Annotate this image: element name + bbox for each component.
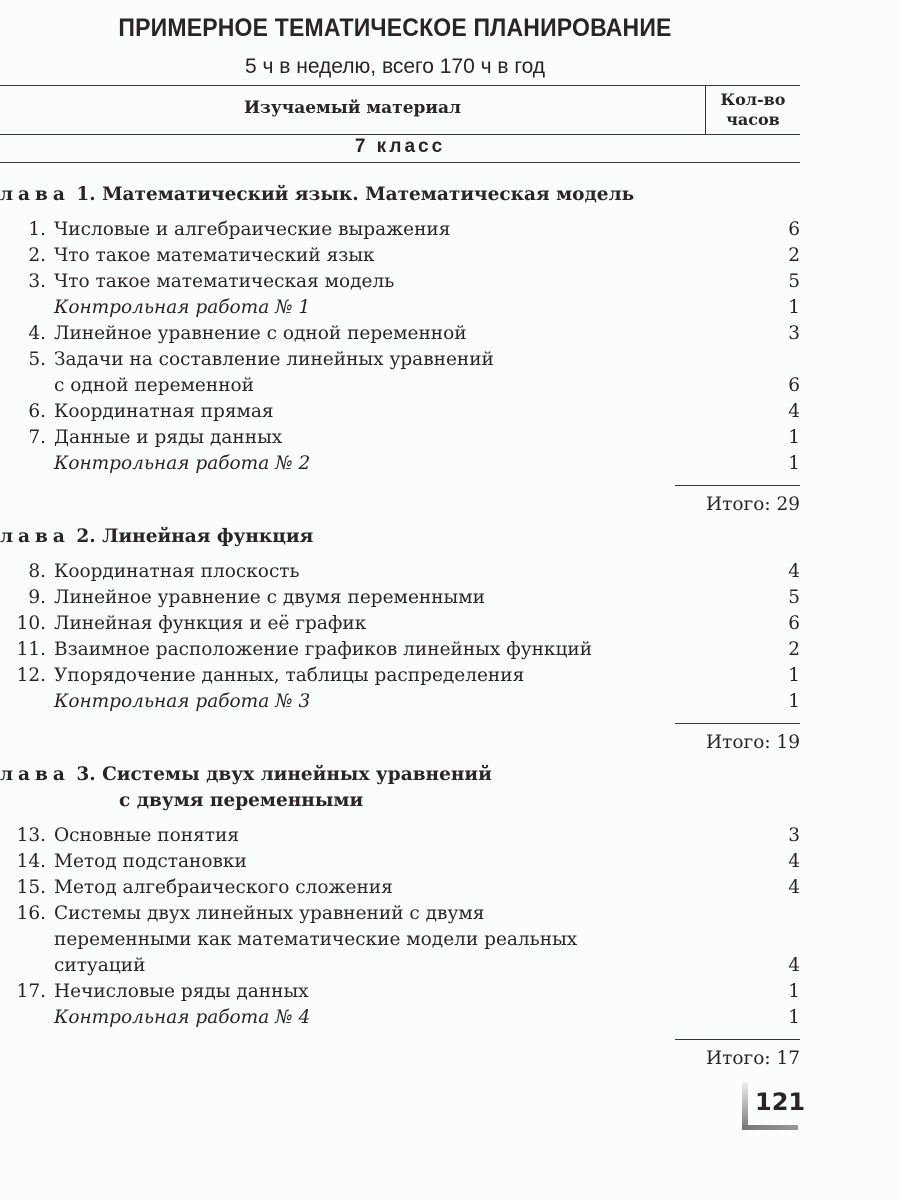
topic-row <box>0 269 800 295</box>
topic-number: 7. <box>28 427 46 448</box>
chapter-section <box>0 182 800 518</box>
topic-number: 13. <box>16 825 46 846</box>
chapter-heading <box>0 182 800 208</box>
chapter-title: 3. Системы двух линейных уравнений <box>76 764 492 785</box>
topic-hours: 1 <box>788 691 800 712</box>
table-top-rule <box>0 85 800 86</box>
chapter-total: Итого: 17 <box>675 1039 800 1072</box>
grade-bottom-rule <box>0 162 800 163</box>
topic-number <box>0 1005 54 1031</box>
page-title: ПРИМЕРНОЕ ТЕМАТИЧЕСКОЕ ПЛАНИРОВАНИЕ <box>118 14 672 42</box>
topic-hours: 5 <box>788 587 800 608</box>
topic-title: Метод алгебраического сложения <box>54 877 393 898</box>
topic-title: Что такое математическая модель <box>54 271 395 292</box>
topic-number: 5. <box>28 349 46 370</box>
chapter-label: лава <box>0 526 70 547</box>
topic-row <box>0 243 800 269</box>
topic-number: 2. <box>28 245 46 266</box>
topic-hours: 4 <box>788 561 800 582</box>
chapter-heading <box>0 762 800 814</box>
topic-row <box>0 637 800 663</box>
test-row <box>0 295 800 321</box>
topic-title: Контрольная работа № 3 <box>54 691 311 712</box>
column-header-material: Изучаемый материал <box>243 98 462 118</box>
topic-number: 15. <box>16 877 46 898</box>
chapter-section <box>0 524 800 756</box>
chapter-title: 1. Математический язык. Математическая модель <box>76 184 635 205</box>
page-corner-decoration <box>742 1082 748 1130</box>
chapter-total: Итого: 29 <box>675 485 800 518</box>
topic-title: Контрольная работа № 1 <box>54 297 311 318</box>
topic-title: Линейная функция и её график <box>54 613 367 634</box>
topic-hours: 4 <box>788 877 800 898</box>
topic-number: 17. <box>16 981 46 1002</box>
topic-row <box>0 321 800 347</box>
topic-row <box>0 823 800 849</box>
page-number: 121 <box>755 1088 806 1116</box>
topic-hours: 3 <box>788 323 800 344</box>
test-row <box>0 451 800 477</box>
topic-hours: 1 <box>788 427 800 448</box>
topic-hours: 2 <box>788 245 800 266</box>
topic-hours: 2 <box>788 639 800 660</box>
page-number-badge <box>742 1082 806 1130</box>
topic-row <box>0 217 800 243</box>
topic-title: Системы двух линейных уравнений с двумя переменными как математические модели реальных ситуаций <box>54 903 578 976</box>
topic-title: Координатная плоскость <box>54 561 300 582</box>
topic-number: 3. <box>28 271 46 292</box>
topic-title: Координатная прямая <box>54 401 274 422</box>
topic-row <box>0 559 800 585</box>
topic-number: 4. <box>28 323 46 344</box>
topic-hours: 6 <box>788 375 800 396</box>
topic-number <box>0 689 54 715</box>
test-row <box>0 689 800 715</box>
topic-number <box>0 295 54 321</box>
topic-number: 14. <box>16 851 46 872</box>
topic-hours: 4 <box>788 401 800 422</box>
topic-hours: 3 <box>788 825 800 846</box>
topic-hours: 1 <box>788 981 800 1002</box>
topic-number: 11. <box>16 639 46 660</box>
topic-title: Контрольная работа № 2 <box>54 453 311 474</box>
topic-title: Линейное уравнение с двумя переменными <box>54 587 486 608</box>
topic-number: 16. <box>16 903 46 924</box>
topic-number <box>0 451 54 477</box>
page-subtitle: 5 ч в неделю, всего 170 ч в год <box>244 55 546 78</box>
topic-number: 8. <box>28 561 46 582</box>
chapter-label: лава <box>0 184 70 205</box>
grade-heading: 7 класс <box>354 136 446 157</box>
topic-number: 1. <box>28 219 46 240</box>
topic-hours: 6 <box>788 613 800 634</box>
plan-table-body <box>0 176 800 1076</box>
chapter-title-continued: с двумя переменными <box>119 790 364 811</box>
topic-number: 10. <box>16 613 46 634</box>
topic-row <box>0 585 800 611</box>
topic-number: 12. <box>16 665 46 686</box>
topic-number: 9. <box>28 587 46 608</box>
topic-row <box>0 901 800 979</box>
topic-row <box>0 347 800 399</box>
topic-title: Числовые и алгебраические выражения <box>54 219 451 240</box>
test-row <box>0 1005 800 1031</box>
topic-hours: 1 <box>788 297 800 318</box>
topic-title: Метод подстановки <box>54 851 247 872</box>
chapter-title: 2. Линейная функция <box>76 526 314 547</box>
topic-title: Основные понятия <box>54 825 239 846</box>
topic-row <box>0 849 800 875</box>
topic-row <box>0 875 800 901</box>
topic-title: Линейное уравнение с одной переменной <box>54 323 467 344</box>
topic-row <box>0 611 800 637</box>
topic-title: Взаимное расположение графиков линейных функций <box>54 639 593 660</box>
topic-hours: 5 <box>788 271 800 292</box>
topic-title: Задачи на составление линейных уравнений с одной переменной <box>54 349 494 396</box>
topic-hours: 1 <box>788 665 800 686</box>
topic-hours: 1 <box>788 1007 800 1028</box>
topic-title: Данные и ряды данных <box>54 427 283 448</box>
topic-title: Нечисловые ряды данных <box>54 981 309 1002</box>
topic-row <box>0 399 800 425</box>
topic-title: Упорядочение данных, таблицы распределения <box>54 665 525 686</box>
topic-hours: 4 <box>788 851 800 872</box>
topic-title: Контрольная работа № 4 <box>54 1007 311 1028</box>
topic-title: Что такое математический язык <box>54 245 375 266</box>
topic-number: 6. <box>28 401 46 422</box>
topic-hours: 1 <box>788 453 800 474</box>
column-header-hours: Кол-во часов <box>720 90 786 129</box>
topic-row <box>0 425 800 451</box>
topic-hours: 6 <box>788 219 800 240</box>
page-corner-decoration <box>742 1125 798 1130</box>
chapter-total: Итого: 19 <box>675 723 800 756</box>
chapter-label: лава <box>0 764 70 785</box>
chapter-heading <box>0 524 800 550</box>
topic-hours: 4 <box>788 955 800 976</box>
topic-row <box>0 663 800 689</box>
header-bottom-rule <box>0 134 800 135</box>
chapter-section <box>0 762 800 1072</box>
topic-row <box>0 979 800 1005</box>
